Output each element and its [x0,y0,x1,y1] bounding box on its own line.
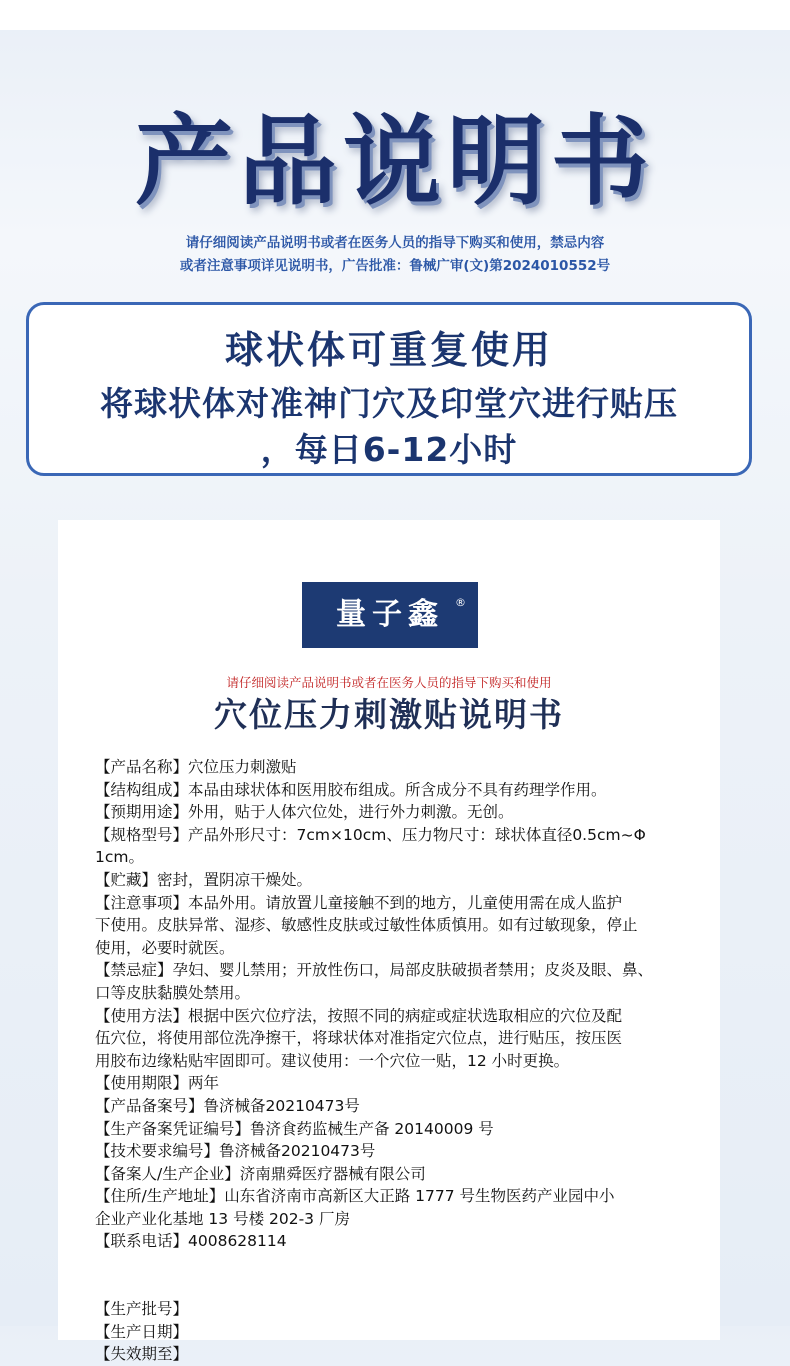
production-date-line: 【生产日期】 [95,1322,189,1341]
brand-logo-text: 量子鑫 [336,597,444,632]
top-strip [0,0,790,30]
spec-line: 【贮藏】密封，置阴凉干燥处。 [95,870,313,889]
spec-line: 伍穴位，将使用部位洗净擦干，将球状体对准指定穴位点，进行贴压，按压医 [95,1029,623,1048]
notice-line-2: 或者注意事项详见说明书，广告批准：鲁械广审(文)第2024010552号 [179,258,611,274]
registered-mark: ® [455,596,466,609]
spec-line: 【使用方法】根据中医穴位疗法，按照不同的病症或症状选取相应的穴位及配 [95,1006,623,1025]
spec-line: 1cm。 [95,848,144,867]
expiry-date-line: 【失效期至】 [95,1345,189,1364]
spec-line: 【联系电话】4008628114 [95,1232,287,1251]
usage-line-2: ，每日6-12小时 [260,430,518,469]
notice-line-1: 请仔细阅读产品说明书或者在医务人员的指导下购买和使用，禁忌内容 [185,235,605,251]
page-title: 产品说明书 [134,105,655,219]
spec-line: 口等皮肤黏膜处禁用。 [95,983,251,1002]
spec-line: 下使用。皮肤异常、湿疹、敏感性皮肤或过敏性体质慎用。如有过敏现象，停止 [95,916,638,935]
spec-line: 【结构组成】本品由球状体和医用胶布组成。所含成分不具有药理学作用。 [95,780,607,799]
spec-line: 【生产备案凭证编号】鲁济食药监械生产备 20140009 号 [95,1119,494,1138]
spec-line: 使用，必要时就医。 [95,938,235,957]
spec-line: 【禁忌症】孕妇、婴儿禁用；开放性伤口，局部皮肤破损者禁用；皮炎及眼、鼻、 [95,961,654,980]
red-warning-notice: 请仔细阅读产品说明书或者在医务人员的指导下购买和使用 [226,675,552,690]
brand-logo [302,582,478,648]
spec-line: 用胶布边缘粘贴牢固即可。建议使用：一个穴位一贴，12 小时更换。 [95,1051,570,1070]
spec-line: 【备案人/生产企业】济南鼎舜医疗器械有限公司 [95,1164,426,1183]
usage-line-1: 将球状体对准神门穴及印堂穴进行贴压 [100,384,678,423]
spec-line: 企业产业化基地 13 号楼 202-3 厂房 [95,1209,350,1228]
ad-approval-notice [0,232,790,278]
usage-highlight-box [26,302,752,476]
spec-line: 【规格型号】产品外形尺寸：7cm×10cm、压力物尺寸：球状体直径0.5cm~Φ [95,825,646,844]
document-title: 穴位压力刺激贴说明书 [214,695,564,734]
usage-instruction [29,381,749,473]
spec-line: 【使用期限】两年 [95,1074,220,1093]
spec-line: 【产品备案号】鲁济械备20210473号 [95,1096,360,1115]
instruction-card [58,520,720,1364]
batch-number-line: 【生产批号】 [95,1300,189,1319]
spec-text [95,756,685,1366]
spec-line: 【产品名称】穴位压力刺激贴 [95,758,297,776]
spec-line: 【预期用途】外用，贴于人体穴位处，进行外力刺激。无创。 [95,803,514,822]
spec-line: 【注意事项】本品外用。请放置儿童接触不到的地方，儿童使用需在成人监护 [95,893,623,912]
reusable-headline: 球状体可重复使用 [224,328,553,372]
spec-line: 【住所/生产地址】山东省济南市高新区大正路 1777 号生物医药产业园中小 [95,1187,615,1206]
spec-line: 【技术要求编号】鲁济械备20210473号 [95,1142,376,1161]
spacer [95,1253,685,1298]
